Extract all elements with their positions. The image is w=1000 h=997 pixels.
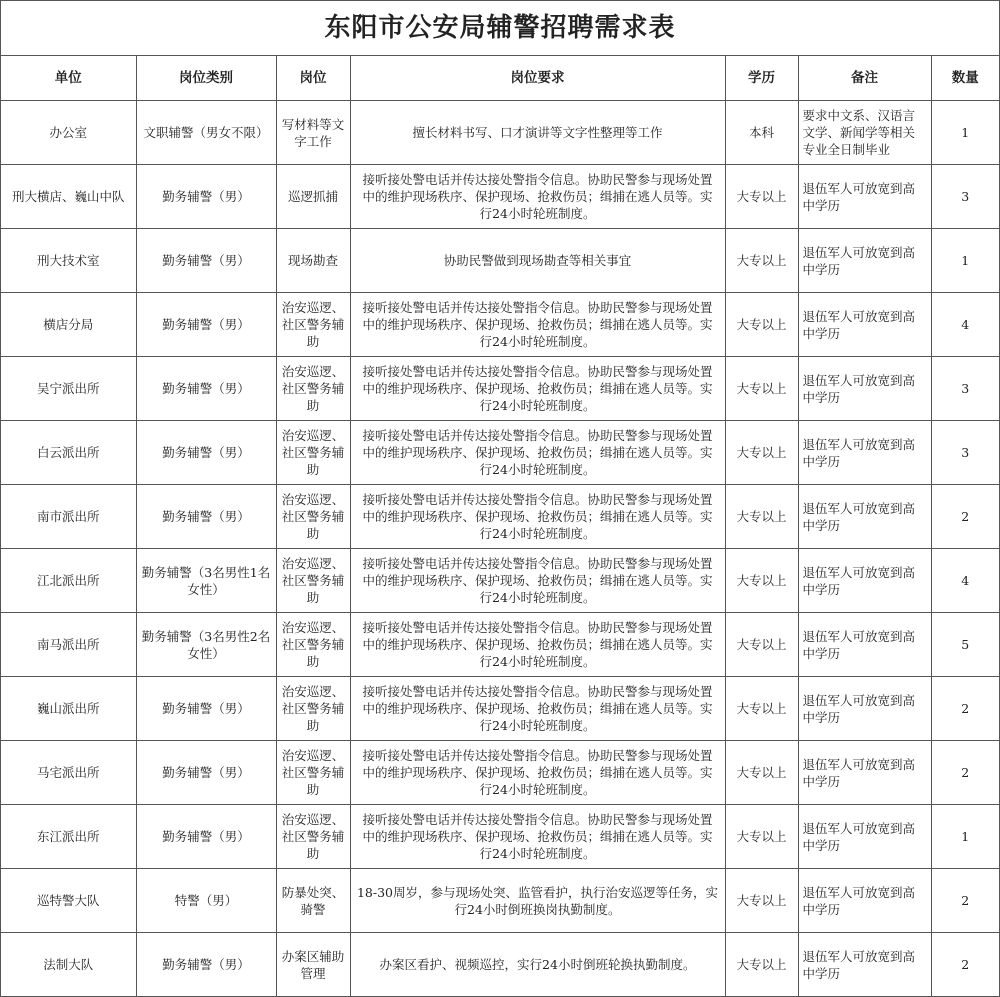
header-unit: 单位 [1, 56, 136, 101]
cell-count: 5 [931, 613, 999, 677]
cell-requirement: 接听接处警电话并传达接处警指令信息。协助民警参与现场处置中的维护现场秩序、保护现场、抢救伤员；缉捕在逃人员等。实行24小时轮班制度。 [350, 421, 725, 485]
cell-unit: 巡特警大队 [1, 869, 136, 933]
cell-count: 2 [931, 485, 999, 549]
cell-position: 治安巡逻、社区警务辅助 [276, 293, 350, 357]
cell-category: 勤务辅警（男） [136, 293, 276, 357]
cell-position: 治安巡逻、社区警务辅助 [276, 357, 350, 421]
cell-requirement: 接听接处警电话并传达接处警指令信息。协助民警参与现场处置中的维护现场秩序、保护现场、抢救伤员；缉捕在逃人员等。实行24小时轮班制度。 [350, 613, 725, 677]
cell-position: 治安巡逻、社区警务辅助 [276, 805, 350, 869]
cell-count: 4 [931, 293, 999, 357]
cell-unit: 白云派出所 [1, 421, 136, 485]
cell-position: 巡逻抓捕 [276, 165, 350, 229]
cell-note: 退伍军人可放宽到高中学历 [798, 421, 931, 485]
cell-category: 勤务辅警（男） [136, 229, 276, 293]
cell-count: 2 [931, 933, 999, 997]
cell-count: 2 [931, 741, 999, 805]
table-row [1, 421, 999, 485]
cell-category: 勤务辅警（3名男性2名女性） [136, 613, 276, 677]
cell-note: 退伍军人可放宽到高中学历 [798, 485, 931, 549]
cell-unit: 马宅派出所 [1, 741, 136, 805]
cell-position: 写材料等文字工作 [276, 101, 350, 165]
cell-education: 大专以上 [725, 933, 798, 997]
cell-education: 大专以上 [725, 549, 798, 613]
header-position: 岗位 [276, 56, 350, 101]
cell-unit: 南马派出所 [1, 613, 136, 677]
cell-position: 治安巡逻、社区警务辅助 [276, 741, 350, 805]
cell-note: 退伍军人可放宽到高中学历 [798, 805, 931, 869]
cell-requirement: 协助民警做到现场勘查等相关事宜 [350, 229, 725, 293]
table-row [1, 549, 999, 613]
cell-category: 勤务辅警（男） [136, 677, 276, 741]
cell-requirement: 接听接处警电话并传达接处警指令信息。协助民警参与现场处置中的维护现场秩序、保护现场、抢救伤员；缉捕在逃人员等。实行24小时轮班制度。 [350, 485, 725, 549]
cell-note: 退伍军人可放宽到高中学历 [798, 869, 931, 933]
cell-unit: 南市派出所 [1, 485, 136, 549]
table-row [1, 229, 999, 293]
table-row [1, 357, 999, 421]
cell-note: 退伍军人可放宽到高中学历 [798, 741, 931, 805]
cell-position: 防暴处突、骑警 [276, 869, 350, 933]
header-education: 学历 [725, 56, 798, 101]
page-title: 东阳市公安局辅警招聘需求表 [1, 1, 999, 56]
cell-position: 现场勘查 [276, 229, 350, 293]
cell-category: 勤务辅警（3名男性1名女性） [136, 549, 276, 613]
cell-requirement: 接听接处警电话并传达接处警指令信息。协助民警参与现场处置中的维护现场秩序、保护现场、抢救伤员；缉捕在逃人员等。实行24小时轮班制度。 [350, 677, 725, 741]
cell-count: 1 [931, 805, 999, 869]
cell-unit: 吴宁派出所 [1, 357, 136, 421]
cell-unit: 巍山派出所 [1, 677, 136, 741]
cell-count: 4 [931, 549, 999, 613]
cell-category: 勤务辅警（男） [136, 741, 276, 805]
cell-unit: 刑大技术室 [1, 229, 136, 293]
cell-note: 退伍军人可放宽到高中学历 [798, 357, 931, 421]
cell-count: 3 [931, 421, 999, 485]
cell-note: 退伍军人可放宽到高中学历 [798, 549, 931, 613]
cell-requirement: 接听接处警电话并传达接处警指令信息。协助民警参与现场处置中的维护现场秩序、保护现场、抢救伤员；缉捕在逃人员等。实行24小时轮班制度。 [350, 805, 725, 869]
cell-unit: 办公室 [1, 101, 136, 165]
cell-requirement: 接听接处警电话并传达接处警指令信息。协助民警参与现场处置中的维护现场秩序、保护现场、抢救伤员；缉捕在逃人员等。实行24小时轮班制度。 [350, 357, 725, 421]
header-requirement: 岗位要求 [350, 56, 725, 101]
cell-requirement: 18-30周岁，参与现场处突、监管看护，执行治安巡逻等任务，实行24小时倒班换岗执勤制度。 [350, 869, 725, 933]
cell-category: 勤务辅警（男） [136, 421, 276, 485]
cell-count: 1 [931, 101, 999, 165]
table-row [1, 613, 999, 677]
cell-position: 治安巡逻、社区警务辅助 [276, 421, 350, 485]
cell-education: 大专以上 [725, 741, 798, 805]
cell-education: 本科 [725, 101, 798, 165]
cell-category: 勤务辅警（男） [136, 805, 276, 869]
cell-education: 大专以上 [725, 869, 798, 933]
cell-requirement: 擅长材料书写、口才演讲等文字性整理等工作 [350, 101, 725, 165]
cell-education: 大专以上 [725, 357, 798, 421]
cell-note: 退伍军人可放宽到高中学历 [798, 293, 931, 357]
cell-unit: 法制大队 [1, 933, 136, 997]
cell-requirement: 办案区看护、视频巡控，实行24小时倒班轮换执勤制度。 [350, 933, 725, 997]
cell-position: 治安巡逻、社区警务辅助 [276, 549, 350, 613]
cell-unit: 刑大横店、巍山中队 [1, 165, 136, 229]
cell-note: 要求中文系、汉语言文学、新闻学等相关专业全日制毕业 [798, 101, 931, 165]
table-row [1, 165, 999, 229]
header-note: 备注 [798, 56, 931, 101]
cell-unit: 横店分局 [1, 293, 136, 357]
cell-count: 2 [931, 869, 999, 933]
cell-education: 大专以上 [725, 165, 798, 229]
cell-education: 大专以上 [725, 229, 798, 293]
cell-requirement: 接听接处警电话并传达接处警指令信息。协助民警参与现场处置中的维护现场秩序、保护现场、抢救伤员；缉捕在逃人员等。实行24小时轮班制度。 [350, 549, 725, 613]
cell-position: 治安巡逻、社区警务辅助 [276, 677, 350, 741]
cell-requirement: 接听接处警电话并传达接处警指令信息。协助民警参与现场处置中的维护现场秩序、保护现场、抢救伤员；缉捕在逃人员等。实行24小时轮班制度。 [350, 293, 725, 357]
table-row [1, 741, 999, 805]
cell-education: 大专以上 [725, 677, 798, 741]
table-row [1, 101, 999, 165]
cell-count: 3 [931, 165, 999, 229]
cell-unit: 东江派出所 [1, 805, 136, 869]
cell-category: 文职辅警（男女不限） [136, 101, 276, 165]
cell-category: 勤务辅警（男） [136, 933, 276, 997]
cell-note: 退伍军人可放宽到高中学历 [798, 165, 931, 229]
cell-category: 勤务辅警（男） [136, 357, 276, 421]
cell-education: 大专以上 [725, 805, 798, 869]
table-row [1, 677, 999, 741]
cell-note: 退伍军人可放宽到高中学历 [798, 677, 931, 741]
cell-position: 治安巡逻、社区警务辅助 [276, 485, 350, 549]
cell-requirement: 接听接处警电话并传达接处警指令信息。协助民警参与现场处置中的维护现场秩序、保护现场、抢救伤员；缉捕在逃人员等。实行24小时轮班制度。 [350, 741, 725, 805]
table-row [1, 485, 999, 549]
cell-count: 1 [931, 229, 999, 293]
cell-unit: 江北派出所 [1, 549, 136, 613]
cell-count: 3 [931, 357, 999, 421]
cell-education: 大专以上 [725, 485, 798, 549]
cell-category: 勤务辅警（男） [136, 485, 276, 549]
cell-count: 2 [931, 677, 999, 741]
cell-category: 特警（男） [136, 869, 276, 933]
cell-category: 勤务辅警（男） [136, 165, 276, 229]
cell-requirement: 接听接处警电话并传达接处警指令信息。协助民警参与现场处置中的维护现场秩序、保护现场、抢救伤员；缉捕在逃人员等。实行24小时轮班制度。 [350, 165, 725, 229]
header-count: 数量 [931, 56, 999, 101]
table-header-row [1, 56, 999, 101]
cell-note: 退伍军人可放宽到高中学历 [798, 933, 931, 997]
table-row [1, 933, 999, 997]
cell-education: 大专以上 [725, 293, 798, 357]
table-row [1, 293, 999, 357]
cell-note: 退伍军人可放宽到高中学历 [798, 229, 931, 293]
cell-position: 办案区辅助管理 [276, 933, 350, 997]
header-category: 岗位类别 [136, 56, 276, 101]
table-row [1, 869, 999, 933]
table-row [1, 805, 999, 869]
cell-note: 退伍军人可放宽到高中学历 [798, 613, 931, 677]
recruitment-table [1, 56, 999, 997]
cell-education: 大专以上 [725, 613, 798, 677]
cell-education: 大专以上 [725, 421, 798, 485]
cell-position: 治安巡逻、社区警务辅助 [276, 613, 350, 677]
